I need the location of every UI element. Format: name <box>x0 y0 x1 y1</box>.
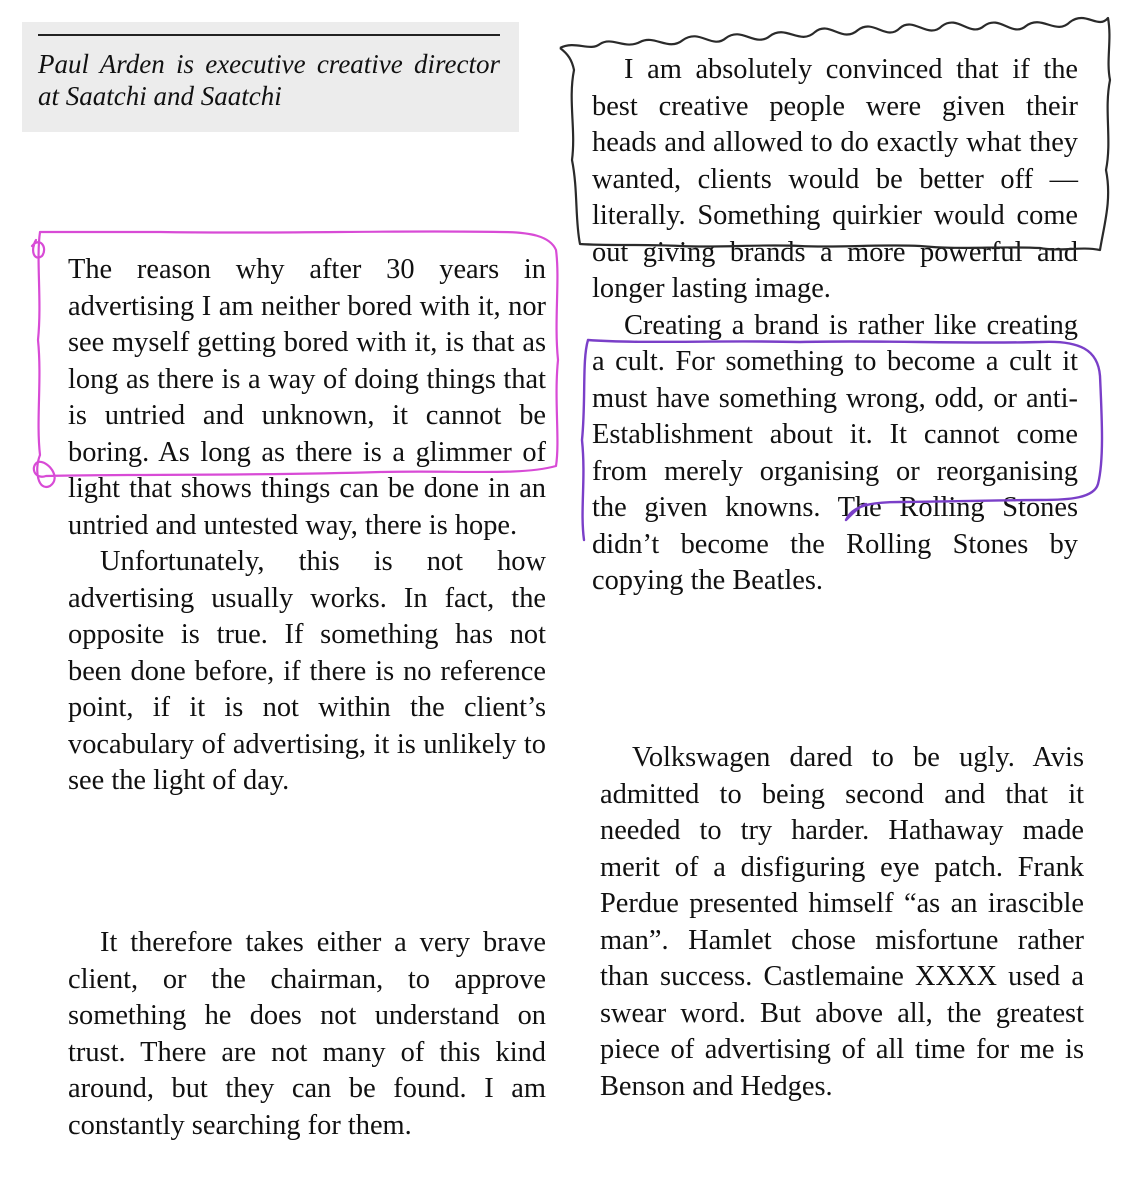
left-column <box>68 252 546 800</box>
right-column <box>592 52 1078 600</box>
right-column-lower <box>600 740 1084 1105</box>
right-paragraph-3: Volkswagen dared to be ugly. Avis admitted to being second and that it needed to try harder. Hathaway made merit of a disfiguring eye patch. Frank Perdue presented himself “as an irascible man”. Hamlet chose misfortune rather than success. Castlemaine XXXX used a swear word. But above all, the greatest piece of advertising of all time for me is Benson and Hedges. <box>600 742 1084 1102</box>
byline-rule <box>38 34 500 36</box>
author-byline: Paul Arden is executive creative director at Saatchi and Saatchi <box>38 49 500 111</box>
left-column-lower <box>68 925 546 1144</box>
left-paragraph-1: The reason why after 30 years in advertising I am neither bored with it, nor see myself getting bored with it, is that as long as there is a way of doing things that is untried and unknown, it cannot be boring. As long as there is a glimmer of light that shows things can be done in an untried and untested way, there is hope. <box>68 254 546 541</box>
left-paragraph-3: It therefore takes either a very brave client, or the chairman, to approve something he does not understand on trust. There are not many of this kind around, but they can be found. I am constantly searching for them. <box>68 927 546 1141</box>
left-paragraph-2: Unfortunately, this is not how advertising usually works. In fact, the opposite is true. If something has not been done before, if there is no reference point, if it is not within the client’s vocabulary of advertising, it is unlikely to see the light of day. <box>68 546 546 796</box>
right-paragraph-1: I am absolutely convinced that if the best creative people were given their heads and allowed to do exactly what they wanted, clients would be better off — literally. Something quirkier would come out giving brands a more powerful and longer lasting image. <box>592 54 1078 304</box>
right-paragraph-2: Creating a brand is rather like creating a cult. For something to become a cult it must have something wrong, odd, or anti-Establishment about it. It cannot come from merely organising or reorganising the given knowns. The Rolling Stones didn’t become the Rolling Stones by copying the Beatles. <box>592 309 1078 596</box>
